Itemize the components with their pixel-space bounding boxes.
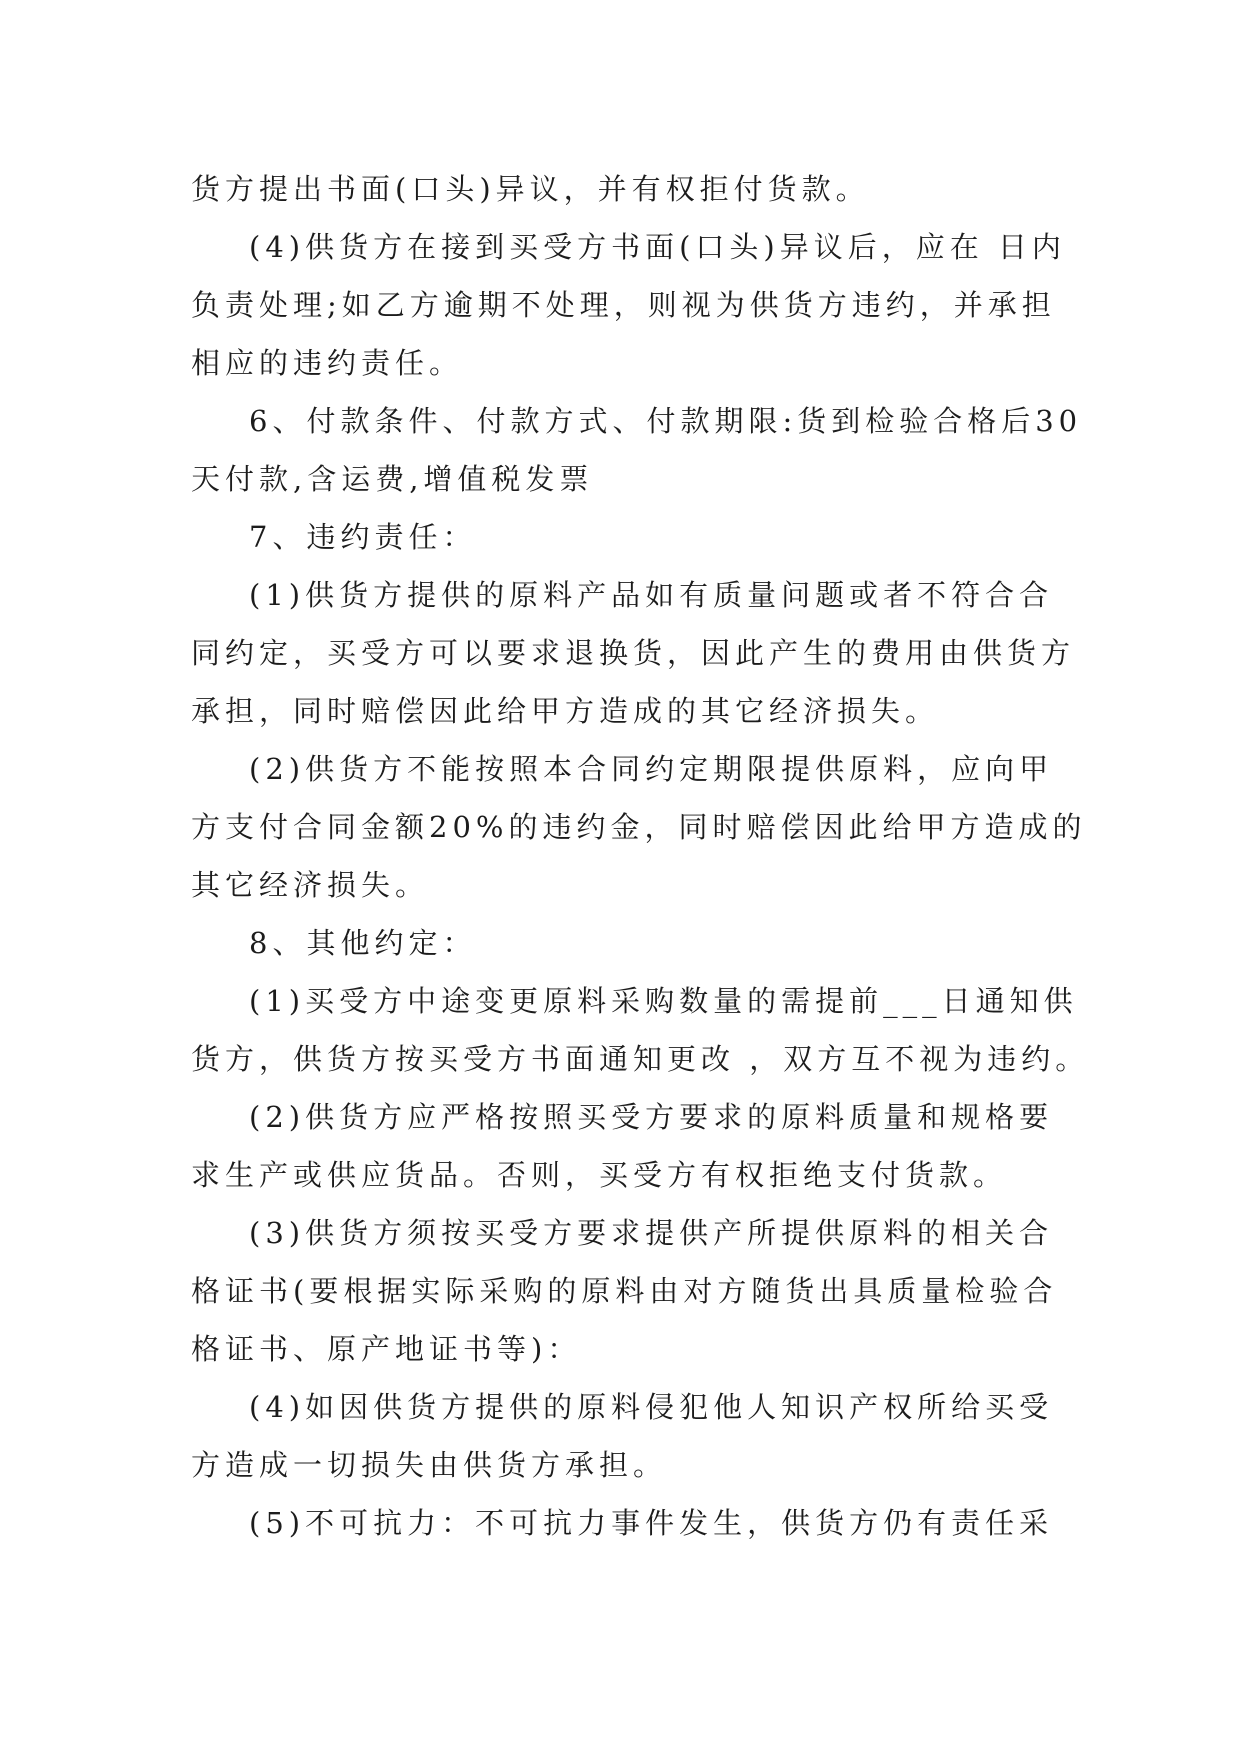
paragraph-line: 方支付合同金额20%的违约金，同时赔偿因此给甲方造成的: [191, 810, 1087, 844]
paragraph-line: 方造成一切损失由供货方承担。: [191, 1448, 668, 1482]
section-heading: 6、付款条件、付款方式、付款期限:货到检验合格后30: [249, 404, 1083, 438]
section-heading: 8、其他约定：: [249, 926, 477, 960]
paragraph-line: (1)买受方中途变更原料采购数量的需提前___日通知供: [249, 984, 1078, 1018]
paragraph-line: 求生产或供应货品。否则，买受方有权拒绝支付货款。: [191, 1158, 1008, 1192]
document-body: [191, 160, 1090, 1552]
paragraph-line: 相应的违约责任。: [191, 346, 464, 380]
paragraph-line: (1)供货方提供的原料产品如有质量问题或者不符合合: [249, 578, 1054, 612]
paragraph-line: (2)供货方应严格按照买受方要求的原料质量和规格要: [249, 1100, 1054, 1134]
paragraph-line: 格证书(要根据实际采购的原料由对方随货出具质量检验合: [191, 1274, 1058, 1308]
paragraph-line: (3)供货方须按买受方要求提供产所提供原料的相关合: [249, 1216, 1054, 1250]
paragraph-line: 货方提出书面(口头)异议，并有权拒付货款。: [191, 172, 870, 206]
paragraph-line: 同约定，买受方可以要求退换货，因此产生的费用由供货方: [191, 636, 1076, 670]
paragraph-line: (5)不可抗力：不可抗力事件发生，供货方仍有责任采: [249, 1506, 1054, 1540]
paragraph-line: 承担，同时赔偿因此给甲方造成的其它经济损失。: [191, 694, 940, 728]
paragraph-line: 负责处理;如乙方逾期不处理，则视为供货方违约，并承担: [191, 288, 1056, 322]
paragraph-line: 格证书、原产地证书等)：: [191, 1332, 582, 1366]
paragraph-line: (2)供货方不能按照本合同约定期限提供原料，应向甲: [249, 752, 1054, 786]
paragraph-line: 货方，供货方按买受方书面通知更改 ，双方互不视为违约。: [191, 1042, 1090, 1076]
section-heading: 7、违约责任：: [249, 520, 477, 554]
paragraph-line: (4)供货方在接到买受方书面(口头)异议后，应在 日内: [249, 230, 1066, 264]
paragraph-line: 天付款,含运费,增值税发票: [191, 462, 594, 496]
paragraph-line: (4)如因供货方提供的原料侵犯他人知识产权所给买受: [249, 1390, 1054, 1424]
paragraph-line: 其它经济损失。: [191, 868, 430, 902]
